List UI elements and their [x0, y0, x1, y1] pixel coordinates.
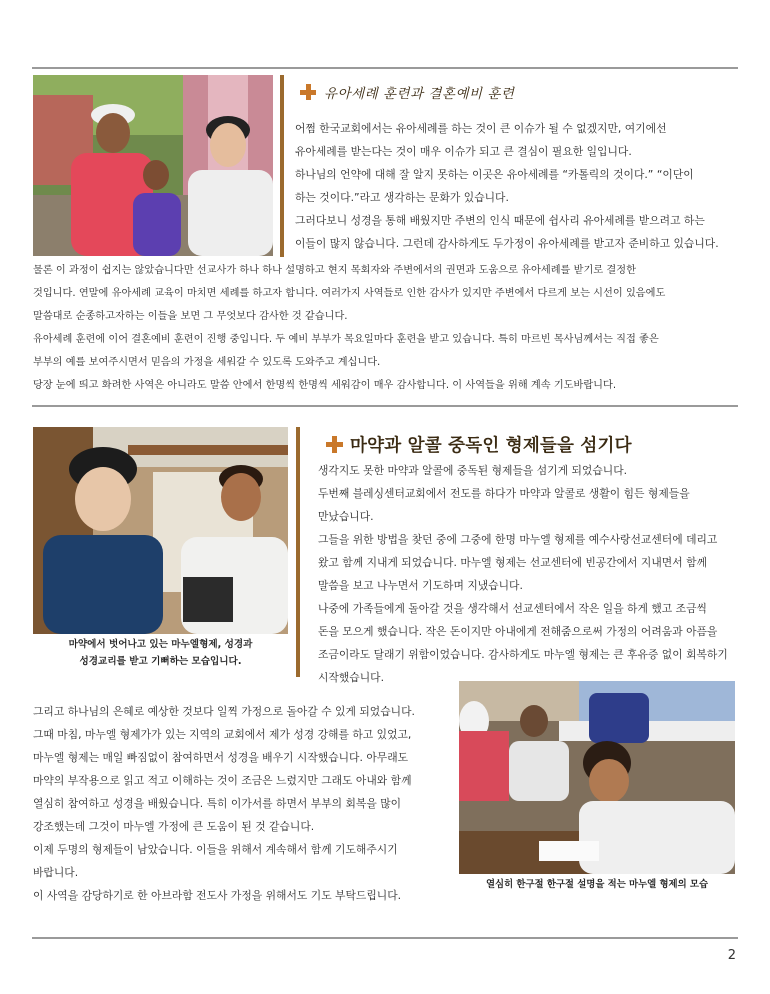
- text-line: 두번째 블레싱센터교회에서 전도를 하다가 마약과 알콜로 생활이 힘든 형제들을: [318, 487, 690, 500]
- photo2-caption: [459, 876, 735, 893]
- text-line: 유아세례를 받는다는 것이 매우 이슈가 되고 큰 결심이 필요한 일입니다.: [295, 145, 632, 158]
- text-line: 말씀대로 순종하고자하는 이들을 보면 그 무엇보다 감사한 것 같습니다.: [33, 311, 348, 322]
- top-rule: [32, 67, 738, 69]
- text-line: 그때 마침, 마누엘 형제가가 있는 지역의 교회에서 제가 성경 강해를 하고 있었고,: [33, 728, 412, 741]
- text-line: 하는 것이다.”라고 생각하는 문화가 있습니다.: [295, 191, 509, 204]
- text-line: 당장 눈에 띄고 화려한 사역은 아니라도 말씀 안에서 한명씩 한명씩 세워감이 매우 감사합니다. 이 사역들을 위해 계속 기도바랍니다.: [33, 380, 617, 391]
- text-line: 하나님의 언약에 대해 잘 알지 못하는 이곳은 유아세례를 “카톨릭의 것이다.” “이단이: [295, 168, 694, 181]
- caption-line: 열심히 한구절 한구절 설명을 적는 마누엘 형제의 모습: [485, 879, 709, 890]
- photo-three-people: [33, 75, 273, 256]
- text-line: 바랍니다.: [33, 866, 79, 879]
- text-line: 그러다보니 성경을 통해 배웠지만 주변의 인식 때문에 쉽사리 유아세례를 받으려고 하는: [295, 214, 705, 227]
- section1-title: 유아세례 훈련과 결혼예비 훈련: [324, 86, 515, 102]
- section1-full-text: [33, 259, 665, 397]
- text-line: 열심히 참여하고 성경을 배웠습니다. 특히 이가서를 하면서 부부의 회복을 많이: [33, 797, 402, 810]
- caption-line: 성경교리를 받고 기뻐하는 모습입니다.: [79, 656, 242, 667]
- plus-cross-icon: [300, 84, 316, 100]
- section2-title: 마약과 알콜 중독인 형제들을 섬기다: [350, 436, 632, 456]
- plus-cross-icon: [326, 436, 343, 453]
- text-line: 그리고 하나님의 은혜로 예상한 것보다 일찍 가정으로 돌아갈 수 있게 되었습니다.: [33, 705, 415, 718]
- photo-bible-study: [459, 681, 735, 874]
- text-line: 시작했습니다.: [318, 671, 385, 684]
- section2-heading: [326, 432, 632, 457]
- text-line: 그들을 위한 방법을 찾던 중에 그중에 한명 마누엘 형제를 예수사랑선교센터에 데리고: [318, 533, 718, 546]
- section2-accent-bar: [296, 427, 300, 677]
- text-line: 어쩜 한국교회에서는 유아세례를 하는 것이 큰 이슈가 될 수 없겠지만, 여기에선: [295, 122, 667, 135]
- bottom-rule: [32, 937, 738, 939]
- text-line: 나중에 가족들에게 돌아갈 것을 생각해서 선교센터에서 작은 일을 하게 했고 조금씩: [318, 602, 707, 615]
- middle-rule: [32, 405, 738, 407]
- text-line: 물론 이 과정이 쉽지는 않았습니다만 선교사가 하나 하나 설명하고 현지 목회자와 주변에서의 권면과 도움으로 유아세례를 받기로 결정한: [33, 265, 636, 276]
- text-line: 마약의 부작용으로 읽고 적고 이해하는 것이 조금은 느렸지만 그래도 아내와 함께: [33, 774, 412, 787]
- text-line: 강조했는데 그것이 마누엘 가정에 큰 도움이 된 것 같습니다.: [33, 820, 315, 833]
- text-line: 것입니다. 연말에 유아세례 교육이 마치면 세례를 하고자 합니다. 여러가지 사역들로 인한 감사가 있지만 주변에서 다르게 보는 시선이 있음에도: [33, 288, 666, 299]
- text-line: 이들이 많지 않습니다. 그런데 감사하게도 두가정이 유아세례를 받고자 준비하고 있습니다.: [295, 237, 719, 250]
- photo1-caption: [33, 636, 288, 670]
- text-line: 말씀을 보고 나누면서 기도하며 지냈습니다.: [318, 579, 523, 592]
- text-line: 유아세례 훈련에 이어 결혼예비 훈련이 진행 중입니다. 두 예비 부부가 목요일마다 훈련을 받고 있습니다. 특히 마르빈 목사님께서는 직접 좋은: [33, 334, 659, 345]
- section1-accent-bar: [280, 75, 284, 257]
- text-line: 만났습니다.: [318, 510, 374, 523]
- photo-manuel-with-bible: [33, 427, 288, 634]
- text-line: 부부의 예를 보여주시면서 믿음의 가정을 세워갈 수 있도록 도와주고 계십니다.: [33, 357, 381, 368]
- page-number: 2: [727, 948, 736, 963]
- text-line: 조금이라도 달래기 위함이었습니다. 감사하게도 마누엘 형제는 큰 후유증 없이 회복하기: [318, 648, 728, 661]
- section2-left-text: [33, 700, 415, 907]
- caption-line: 마약에서 벗어나고 있는 마누엘형제, 성경과: [68, 639, 253, 650]
- text-line: 이제 두명의 형제들이 남았습니다. 이들을 위해서 계속해서 함께 기도해주시기: [33, 843, 398, 856]
- text-line: 왔고 함께 지내게 되었습니다. 마누엘 형제는 선교센터에 빈공간에서 지내면서 함께: [318, 556, 707, 569]
- text-line: 돈을 모으게 했습니다. 작은 돈이지만 아내에게 전해줌으로써 가정의 어려움과 아픔을: [318, 625, 718, 638]
- section1-right-text: [295, 117, 719, 255]
- text-line: 이 사역을 감당하기로 한 아브라함 전도사 가정을 위해서도 기도 부탁드립니다.: [33, 889, 402, 902]
- section1-heading: [300, 82, 514, 102]
- text-line: 마누엘 형제는 매일 빠짐없이 참여하면서 성경을 배우기 시작했습니다. 아무래도: [33, 751, 409, 764]
- section2-right-text: [318, 459, 728, 689]
- text-line: 생각지도 못한 마약과 알콜에 중독된 형제들을 섬기게 되었습니다.: [318, 464, 628, 477]
